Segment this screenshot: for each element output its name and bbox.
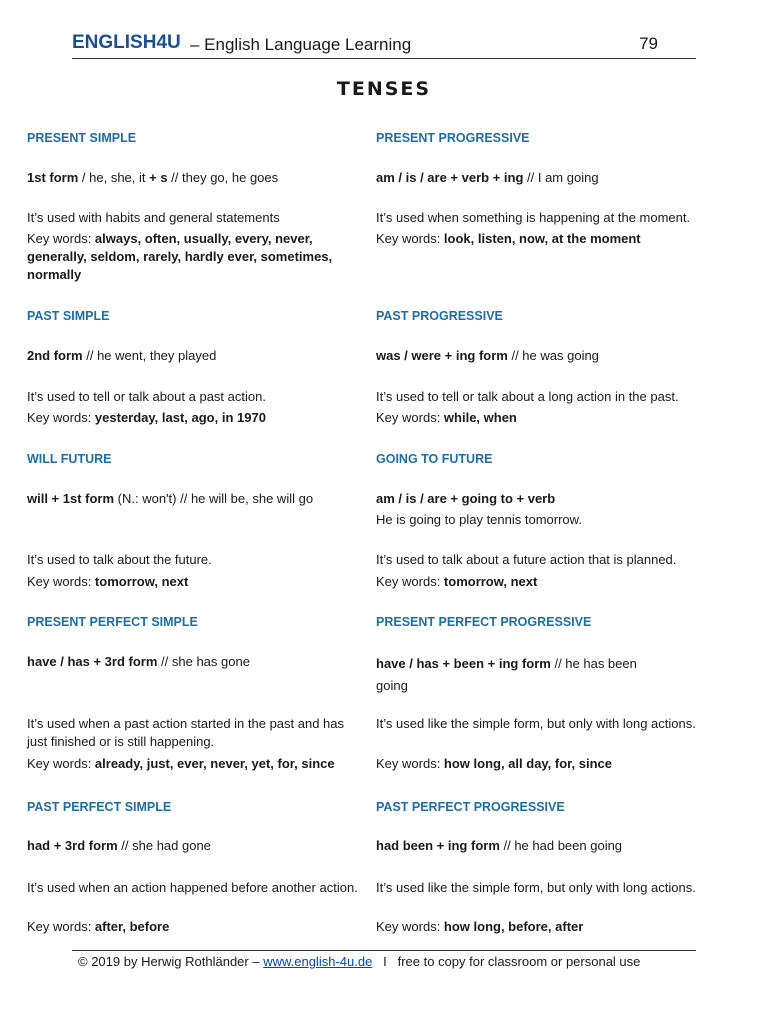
keywords-line <box>27 755 367 773</box>
section-heading: PAST PERFECT PROGRESSIVE <box>376 800 565 814</box>
form-bold: 2nd form <box>27 348 83 363</box>
page-title: TENSES <box>336 78 432 100</box>
form-line <box>27 169 367 187</box>
section-heading: PAST SIMPLE <box>27 309 110 323</box>
form-bold: 1st form <box>27 170 79 185</box>
keywords-label: Key words: <box>376 574 444 589</box>
keywords-list: always, often, usually, every, never, generally, seldom, rarely, hardly ever, sometimes, normally <box>27 231 333 282</box>
brand-subtitle: – English Language Learning <box>190 35 412 54</box>
keywords-list: while, when <box>443 410 517 425</box>
usage-text: It’s used when an action happened before another action. <box>27 880 358 895</box>
keywords-list: after, before <box>94 919 170 934</box>
keywords-line <box>376 409 716 427</box>
form-text: (N.: won't) // he will be, she will go <box>114 491 314 506</box>
website-link[interactable]: www.english-4u.de <box>263 954 373 969</box>
form-bold: will + 1st form <box>27 491 115 506</box>
form-line <box>376 347 716 365</box>
form-line <box>27 837 367 855</box>
form-bold: have / has + 3rd form <box>27 654 158 669</box>
section-heading: WILL FUTURE <box>27 452 112 466</box>
usage-text: It’s used when something is happening at the moment. <box>376 210 691 225</box>
section-heading: GOING TO FUTURE <box>376 452 493 466</box>
form-text: / he, she, it <box>78 170 150 185</box>
form-line <box>27 653 367 671</box>
keywords-line <box>27 573 367 591</box>
usage-text: It’s used to talk about the future. <box>27 552 212 567</box>
page-footer <box>72 950 696 969</box>
usage-note: free to copy for classroom or personal use <box>397 954 641 969</box>
keywords-label: Key words: <box>27 574 95 589</box>
section-heading: PAST PERFECT SIMPLE <box>27 800 172 814</box>
keywords-list: how long, before, after <box>443 919 584 934</box>
section-heading: PAST PROGRESSIVE <box>376 309 503 323</box>
keywords-line <box>376 230 716 248</box>
form-line <box>376 653 666 697</box>
form-bold: am / is / are + verb + ing <box>376 170 524 185</box>
form-bold: had + 3rd form <box>27 838 118 853</box>
form-line <box>376 837 716 855</box>
keywords-list: look, listen, now, at the moment <box>443 231 641 246</box>
page-header <box>72 30 696 59</box>
form-text: // he went, they played <box>82 348 217 363</box>
form-bold: had been + ing form <box>376 838 500 853</box>
usage-text: It’s used to tell or talk about a past action. <box>27 389 266 404</box>
form-line <box>27 490 367 508</box>
form-text: // he had been going <box>499 838 623 853</box>
form-text: // she has gone <box>157 654 250 669</box>
section-heading: PRESENT SIMPLE <box>27 131 137 145</box>
keywords-list: tomorrow, next <box>443 574 538 589</box>
form-line: am / is / are + going to + verb <box>376 491 556 506</box>
form-text: // she had gone <box>117 838 211 853</box>
keywords-label: Key words: <box>376 410 444 425</box>
keywords-list: yesterday, last, ago, in 1970 <box>94 410 266 425</box>
example-sentence: He is going to play tennis tomorrow. <box>376 512 582 527</box>
usage-text: It’s used like the simple form, but only with long actions. <box>376 716 696 731</box>
form-text: // he was going <box>507 348 599 363</box>
usage-text: It’s used like the simple form, but only with long actions. <box>376 880 696 895</box>
keywords-list: how long, all day, for, since <box>443 756 612 771</box>
keywords-label: Key words: <box>27 756 95 771</box>
form-bold: was / were + ing form <box>376 348 508 363</box>
form-bold-suffix: + s <box>149 170 168 185</box>
copyright-text: © 2019 by Herwig Rothländer – <box>78 954 264 969</box>
keywords-label: Key words: <box>376 919 444 934</box>
section-heading: PRESENT PERFECT PROGRESSIVE <box>376 615 592 629</box>
section-heading: PRESENT PERFECT SIMPLE <box>27 615 198 629</box>
keywords-list: already, just, ever, never, yet, for, since <box>94 756 335 771</box>
footer-separator: I <box>372 954 398 969</box>
usage-text: It’s used to tell or talk about a long action in the past. <box>376 389 679 404</box>
keywords-line <box>27 409 367 427</box>
keywords-label: Key words: <box>27 410 95 425</box>
form-line <box>27 347 367 365</box>
form-text: // I am going <box>523 170 599 185</box>
usage-text: It’s used when a past action started in the past and has just finished or is still happening. <box>27 716 345 749</box>
keywords-line <box>376 918 716 936</box>
usage-text: It’s used to talk about a future action that is planned. <box>376 552 677 567</box>
form-line <box>376 169 716 187</box>
footer-text <box>78 954 640 969</box>
keywords-line <box>27 918 367 936</box>
form-example: // they go, he goes <box>167 170 279 185</box>
brand-name: ENGLISH4U <box>72 32 181 53</box>
keywords-label: Key words: <box>27 231 95 246</box>
keywords-list: tomorrow, next <box>94 574 189 589</box>
form-text: // he has been going <box>376 656 637 693</box>
form-bold: have / has + been + ing form <box>376 656 551 671</box>
keywords-line <box>27 230 367 284</box>
keywords-label: Key words: <box>376 756 444 771</box>
section-heading: PRESENT PROGRESSIVE <box>376 131 530 145</box>
keywords-label: Key words: <box>27 919 95 934</box>
page-number: 79 <box>639 34 658 53</box>
keywords-line <box>376 573 716 591</box>
keywords-line <box>376 755 716 773</box>
keywords-label: Key words: <box>376 231 444 246</box>
usage-text: It’s used with habits and general statements <box>27 210 280 225</box>
